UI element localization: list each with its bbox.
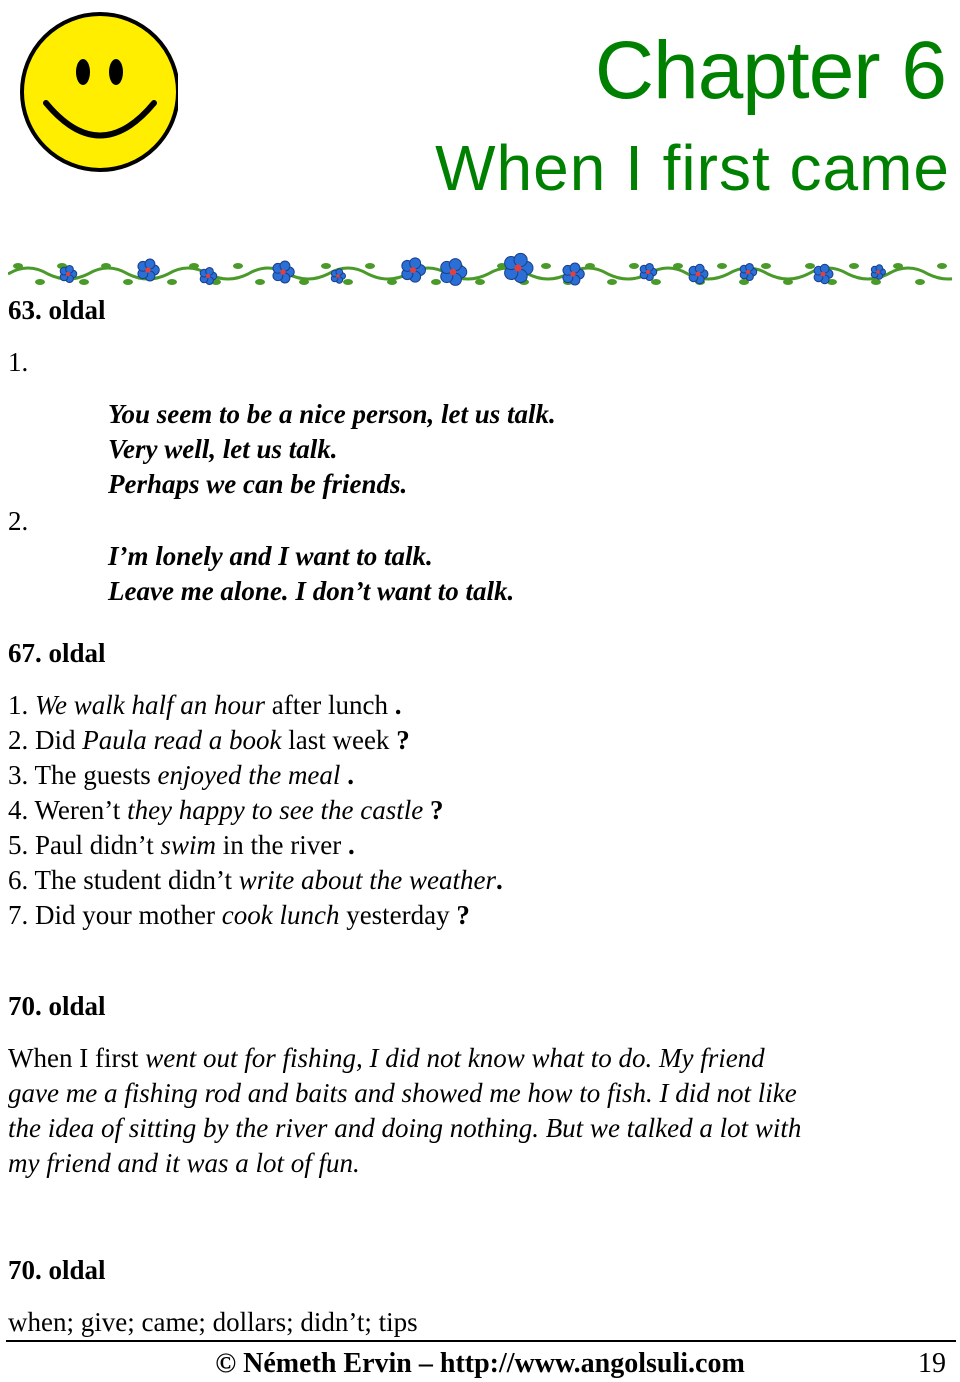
leaf-icon [673,263,683,269]
page-number: 19 [918,1348,946,1379]
leaf-icon [915,279,925,285]
leaf-icon [343,279,353,285]
leaf-icon [101,263,111,269]
text-run: When I first [8,1043,146,1073]
footer-credit: © Németh Ervin – http://www.angolsuli.com [215,1348,745,1379]
sentence-number: 1. [8,690,35,720]
dialogue-line: You seem to be a nice person, let us talk. [108,399,556,429]
leaf-icon [937,263,947,269]
flower-icon [402,258,426,282]
text-line [8,1146,801,1181]
sentence-number: 2. [8,725,35,755]
item-number-1: 1. [8,347,29,377]
text-line [8,758,503,793]
leaf-icon [893,263,903,269]
text-run: write about the weather [238,865,496,895]
leaf-icon [299,279,309,285]
leaf-icon [849,263,859,269]
text-run: The student didn’t [34,865,239,895]
section-heading-70-b: 70. oldal [8,1255,106,1285]
text-line [8,1041,801,1076]
sentence-number: 3. [8,760,35,790]
flower-icon [740,263,757,280]
leaf-icon [255,279,265,285]
text-run: Did your mother [35,900,222,930]
text-run: The guests [34,760,158,790]
item-number-2: 2. [8,506,29,536]
dialogue-line: Leave me alone. I don’t want to talk. [108,576,515,606]
leaf-icon [871,279,881,285]
text-run: my friend and it was a lot of fun. [8,1148,360,1178]
text-run: Weren’t [34,795,128,825]
text-run: yesterday [339,900,450,930]
dialogue-line: Perhaps we can be friends. [108,469,408,499]
sentence-number: 7. [8,900,35,930]
flower-icon [505,253,533,282]
leaf-icon [431,279,441,285]
section-heading-67: 67. oldal [8,638,106,668]
flower-icon [563,263,584,285]
text-run: in the river [216,830,342,860]
flower-icon [640,263,657,280]
section-heading-63: 63. oldal [8,295,106,325]
text-run: . [387,690,402,720]
text-run: ? [423,795,444,825]
text-line [8,1111,801,1146]
leaf-icon [541,263,551,269]
text-run: last week [281,725,390,755]
text-run: . [495,865,503,895]
chapter-subtitle: When I first came [435,132,950,204]
flower-icon [689,264,708,283]
leaf-icon [629,263,639,269]
leaf-icon [321,263,331,269]
dialogue-line: Very well, let us talk. [108,434,338,464]
text-line [8,828,503,863]
word-list: when; give; came; dollars; didn’t; tips [8,1307,418,1337]
text-line [8,723,503,758]
footer-rule [6,1340,956,1342]
leaf-icon [189,263,199,269]
text-run: went out for fishing, I did not know what to do. My friend [145,1043,765,1073]
text-line [8,863,503,898]
leaf-icon [79,279,89,285]
leaf-icon [783,279,793,285]
text-run: enjoyed the meal [157,760,341,790]
leaf-icon [585,263,595,269]
section-heading-70-a: 70. oldal [8,991,106,1021]
flower-icon [273,261,294,283]
text-run: We walk half an hour [35,690,266,720]
leaf-icon [805,263,815,269]
leaf-icon [607,279,617,285]
leaf-icon [475,279,485,285]
leaf-icon [13,263,23,269]
flower-icon [441,259,467,286]
text-line [8,898,503,933]
sentence-number: 5. [8,830,35,860]
leaf-icon [761,263,771,269]
text-run: Paula read a book [82,725,282,755]
leaf-icon [123,279,133,285]
chapter-title: Chapter 6 [594,25,946,116]
leaf-icon [387,279,397,285]
sentence-number: 4. [8,795,35,825]
smiley-face-icon [8,8,178,173]
text-run: gave me a fishing rod and baits and showed me how to fish. I did not like [8,1078,797,1108]
text-run: the idea of sitting by the river and doing nothing. But we talked a lot with [8,1113,802,1143]
leaf-icon [365,263,375,269]
story-paragraph [8,1041,801,1181]
text-line [8,793,503,828]
text-run: ? [389,725,410,755]
text-run: they happy to see the castle [127,795,424,825]
leaf-icon [35,279,45,285]
leaf-icon [651,279,661,285]
flower-garland-divider [8,244,952,296]
text-run: . [340,760,354,790]
text-run: swim [160,830,217,860]
text-line [8,688,503,723]
sentence-list [8,688,503,933]
text-run: . [341,830,355,860]
sentence-number: 6. [8,865,35,895]
text-run: Did [35,725,83,755]
leaf-icon [167,279,177,285]
text-line [8,1076,801,1111]
text-run: after lunch [265,690,388,720]
text-run: cook lunch [221,900,340,930]
leaf-icon [717,263,727,269]
dialogue-line: I’m lonely and I want to talk. [108,541,433,571]
leaf-icon [233,263,243,269]
text-run: Paul didn’t [35,830,161,860]
text-run: ? [449,900,470,930]
